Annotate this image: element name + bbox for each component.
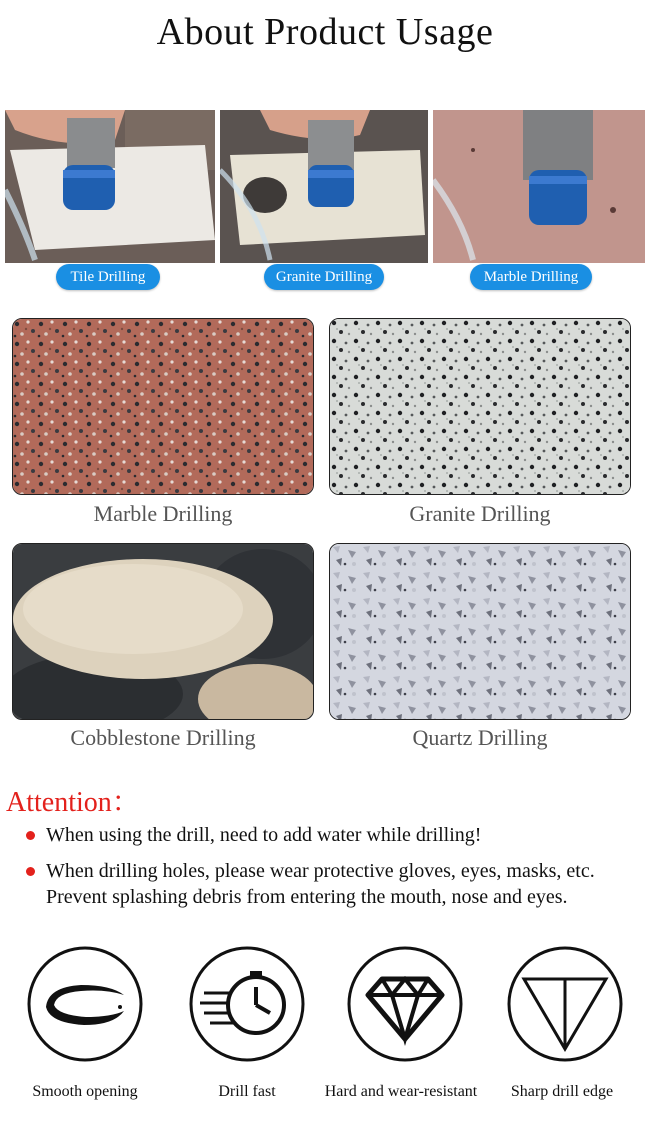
marble-drilling-caption: Marble Drilling	[93, 501, 233, 526]
smooth-opening-label: Smooth opening	[32, 1083, 138, 1100]
attention-item-water: When using the drill, need to add water while drilling!	[26, 822, 481, 848]
bullet-dot-icon	[26, 831, 35, 840]
marble-drilling-photo	[433, 110, 645, 263]
quartz-texture	[329, 543, 631, 720]
hard-wear-resistant-label: Hard and wear-resistant	[324, 1083, 478, 1100]
sharp-drill-edge-label: Sharp drill edge	[510, 1083, 614, 1100]
cobblestone-texture	[12, 543, 314, 720]
attention-item-protection: When drilling holes, please wear protective gloves, eyes, masks, etc. Prevent splashing debris from entering the mouth, nose and eyes.	[26, 858, 595, 910]
marble-drilling-label: Marble Drilling	[470, 264, 592, 290]
granite-drilling-label: Granite Drilling	[264, 264, 384, 290]
stopwatch-icon	[188, 945, 306, 1063]
bullet-dot-icon	[26, 867, 35, 876]
granite-drilling-photo	[220, 110, 428, 263]
drill-fast-label: Drill fast	[218, 1083, 276, 1100]
red-granite-texture	[12, 318, 314, 495]
tile-drilling-label: Tile Drilling	[56, 264, 160, 290]
triangle-edge-icon	[506, 945, 624, 1063]
attention-heading: Attention：	[6, 787, 140, 818]
cobblestone-drilling-caption: Cobblestone Drilling	[70, 725, 256, 750]
granite-drilling-caption: Granite Drilling	[409, 501, 551, 526]
tile-drilling-photo	[5, 110, 215, 263]
page-title: About Product Usage	[156, 11, 494, 53]
diamond-icon	[346, 945, 464, 1063]
white-granite-texture	[329, 318, 631, 495]
quartz-drilling-caption: Quartz Drilling	[412, 725, 548, 750]
smooth-opening-icon	[26, 945, 144, 1063]
